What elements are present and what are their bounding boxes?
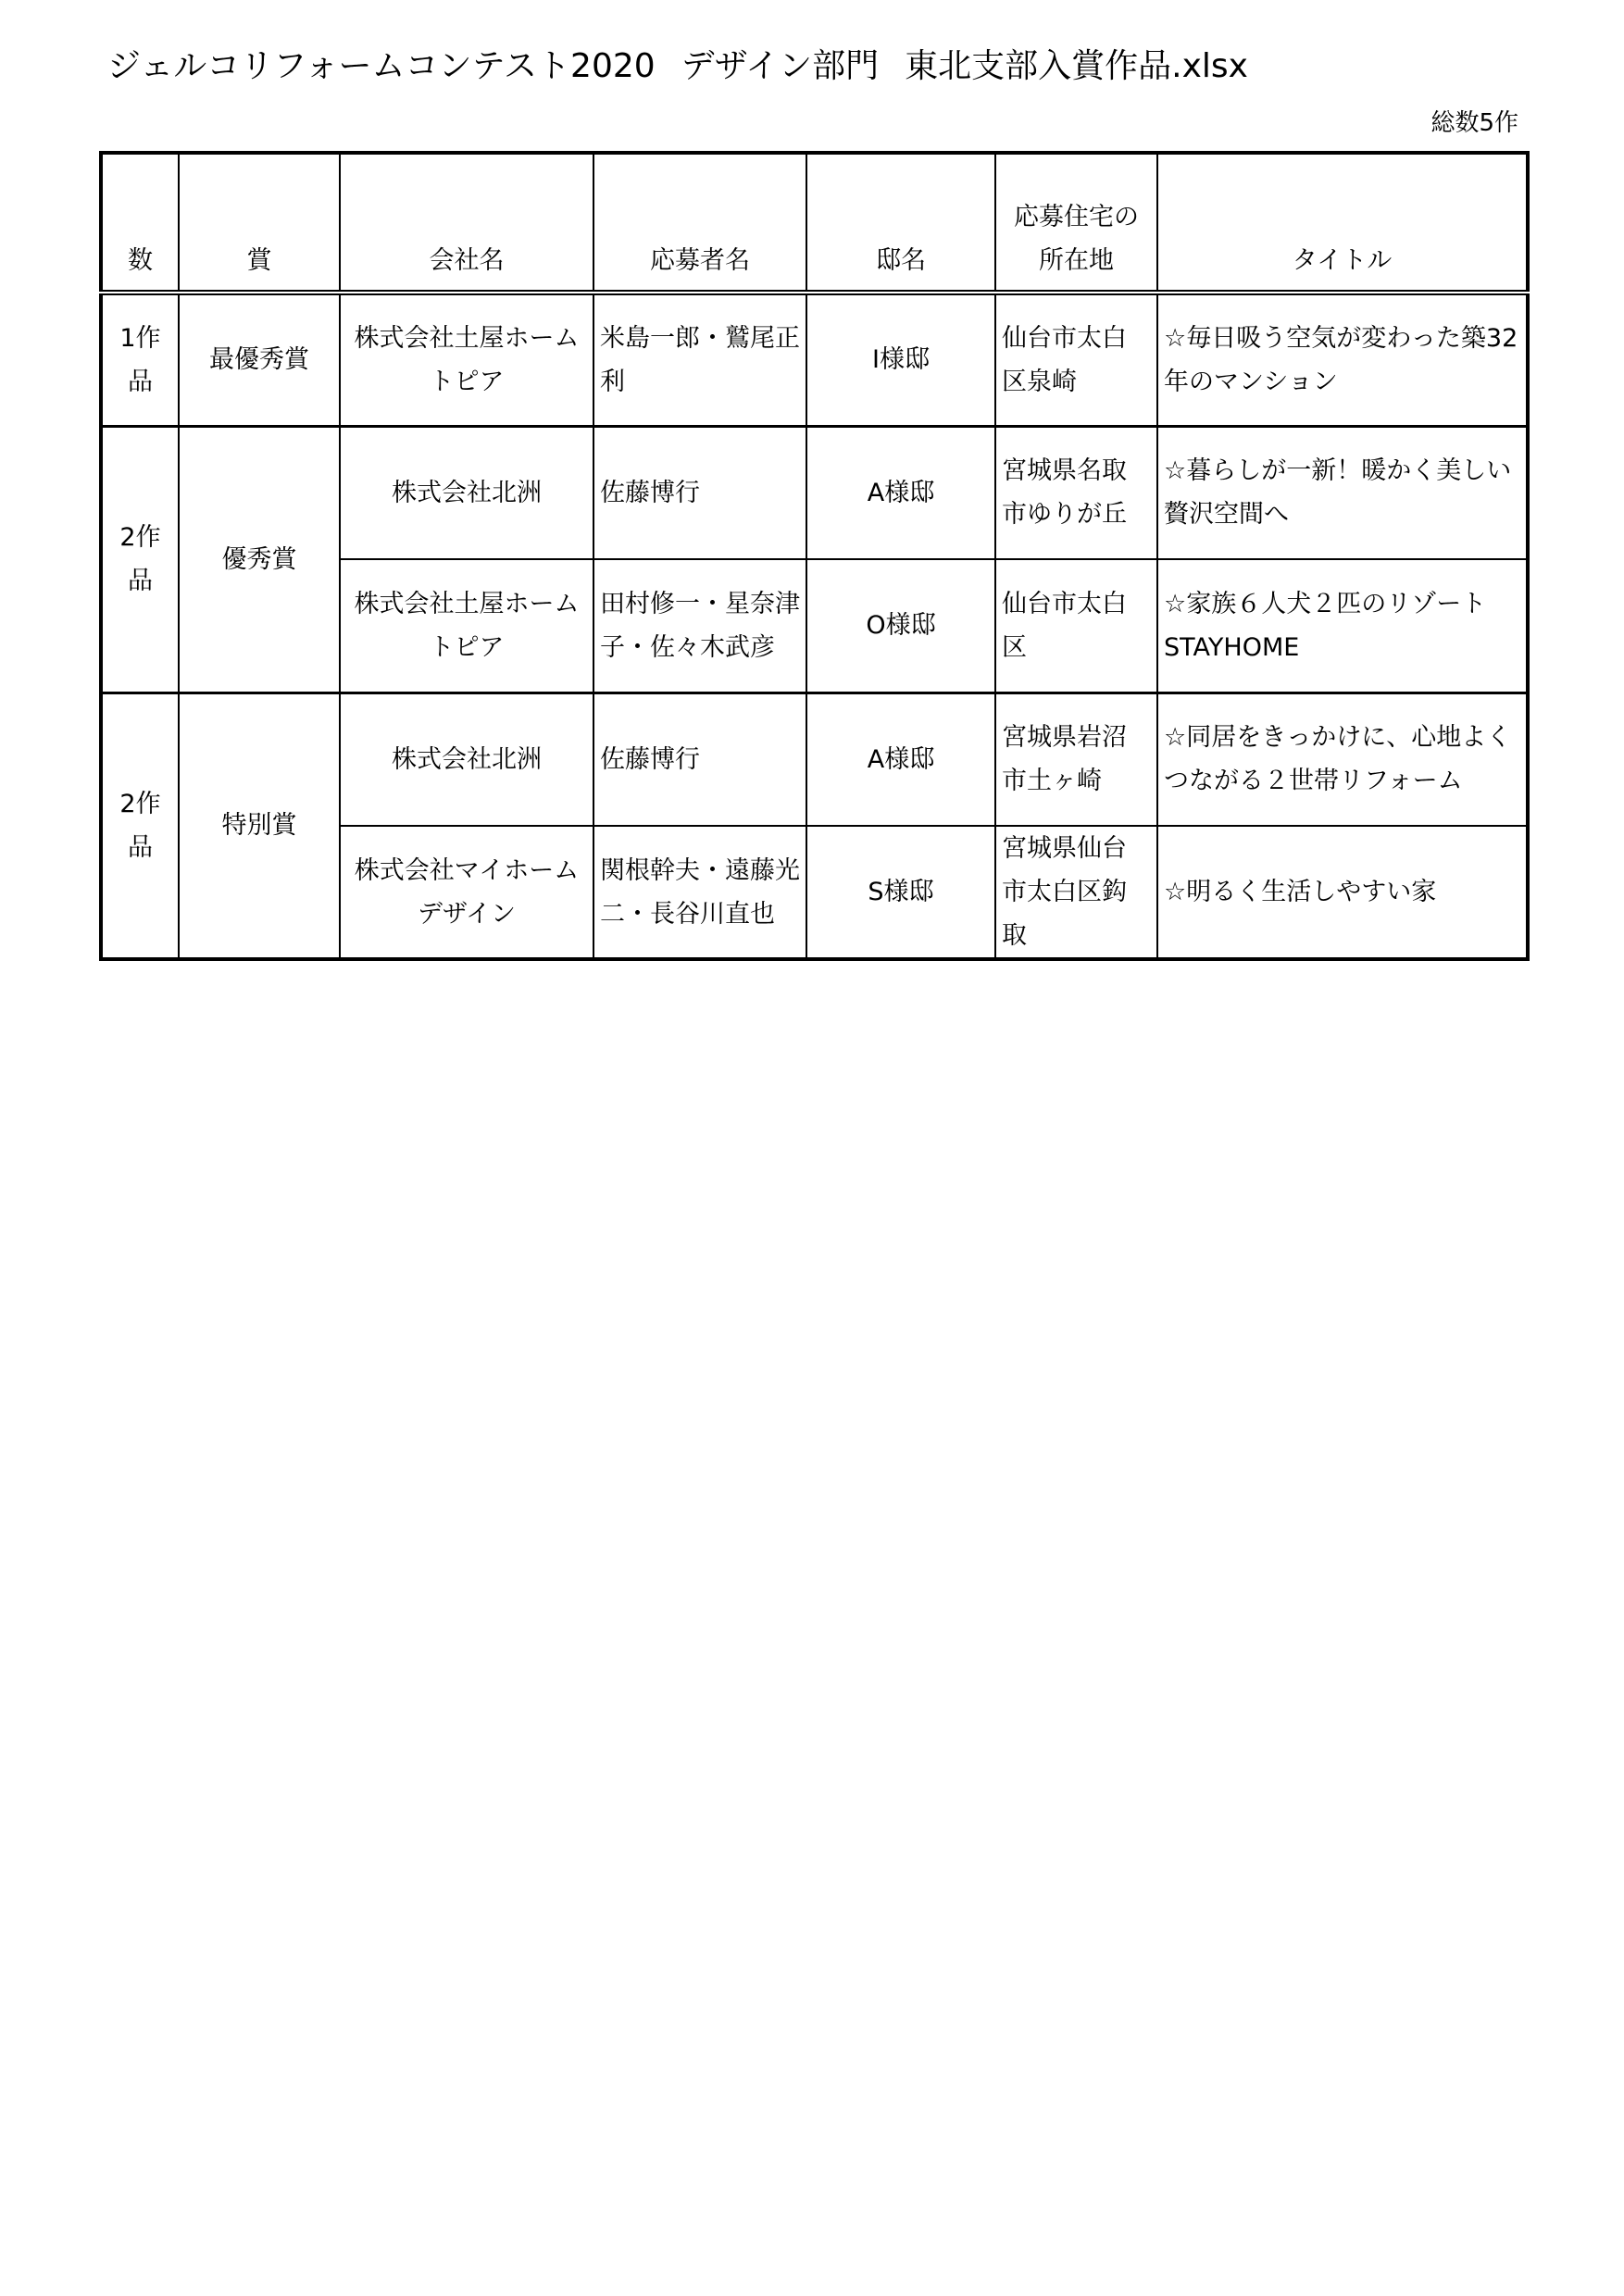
cell-applicant: 米島一郎・鷲尾正利 bbox=[593, 293, 806, 426]
cell-applicant: 佐藤博行 bbox=[593, 426, 806, 559]
cell-location: 宮城県名取市ゆりが丘 bbox=[995, 426, 1157, 559]
group-count: 2作品 bbox=[101, 426, 179, 693]
cell-company: 株式会社マイホームデザイン bbox=[340, 826, 593, 959]
header-applicant: 応募者名 bbox=[593, 153, 806, 293]
total-count: 総数5作 bbox=[1430, 109, 1518, 137]
table-row bbox=[101, 426, 1528, 559]
header-location: 応募住宅の所在地 bbox=[995, 153, 1157, 293]
cell-location: 宮城県仙台市太白区鈎取 bbox=[995, 826, 1157, 959]
cell-house: I様邸 bbox=[806, 293, 995, 426]
cell-company: 株式会社北洲 bbox=[340, 693, 593, 826]
header-num: 数 bbox=[101, 153, 179, 293]
cell-company: 株式会社北洲 bbox=[340, 426, 593, 559]
cell-title: ☆家族６人犬２匹のリゾートSTAYHOME bbox=[1157, 559, 1528, 693]
header-company: 会社名 bbox=[340, 153, 593, 293]
header-prize: 賞 bbox=[179, 153, 340, 293]
cell-applicant: 関根幹夫・遠藤光二・長谷川直也 bbox=[593, 826, 806, 959]
document-title bbox=[107, 44, 1248, 89]
cell-title: ☆同居をきっかけに、心地よくつながる２世帯リフォーム bbox=[1157, 693, 1528, 826]
cell-company: 株式会社土屋ホームトピア bbox=[340, 559, 593, 693]
title-contest: ジェルコリフォームコンテスト2020 bbox=[107, 47, 656, 85]
cell-applicant: 佐藤博行 bbox=[593, 693, 806, 826]
cell-title: ☆毎日吸う空気が変わった築32年のマンション bbox=[1157, 293, 1528, 426]
cell-house: A様邸 bbox=[806, 693, 995, 826]
group-count: 1作品 bbox=[101, 293, 179, 426]
header-row bbox=[101, 153, 1528, 293]
cell-applicant: 田村修一・星奈津子・佐々木武彦 bbox=[593, 559, 806, 693]
group-prize: 最優秀賞 bbox=[179, 293, 340, 426]
cell-house: A様邸 bbox=[806, 426, 995, 559]
header-house: 邸名 bbox=[806, 153, 995, 293]
group-prize: 優秀賞 bbox=[179, 426, 340, 693]
cell-house: O様邸 bbox=[806, 559, 995, 693]
awards-table bbox=[99, 151, 1530, 961]
header-title: タイトル bbox=[1157, 153, 1528, 293]
cell-location: 仙台市太白区 bbox=[995, 559, 1157, 693]
table-row bbox=[101, 693, 1528, 826]
table-row bbox=[101, 293, 1528, 426]
cell-title: ☆暮らしが一新！暖かく美しい贅沢空間へ bbox=[1157, 426, 1528, 559]
cell-house: S様邸 bbox=[806, 826, 995, 959]
title-file: 東北支部入賞作品.xlsx bbox=[905, 47, 1248, 85]
group-count: 2作品 bbox=[101, 693, 179, 959]
title-category: デザイン部門 bbox=[681, 47, 880, 85]
group-prize: 特別賞 bbox=[179, 693, 340, 959]
cell-location: 仙台市太白区泉崎 bbox=[995, 293, 1157, 426]
cell-title: ☆明るく生活しやすい家 bbox=[1157, 826, 1528, 959]
cell-company: 株式会社土屋ホームトピア bbox=[340, 293, 593, 426]
cell-location: 宮城県岩沼市土ヶ崎 bbox=[995, 693, 1157, 826]
